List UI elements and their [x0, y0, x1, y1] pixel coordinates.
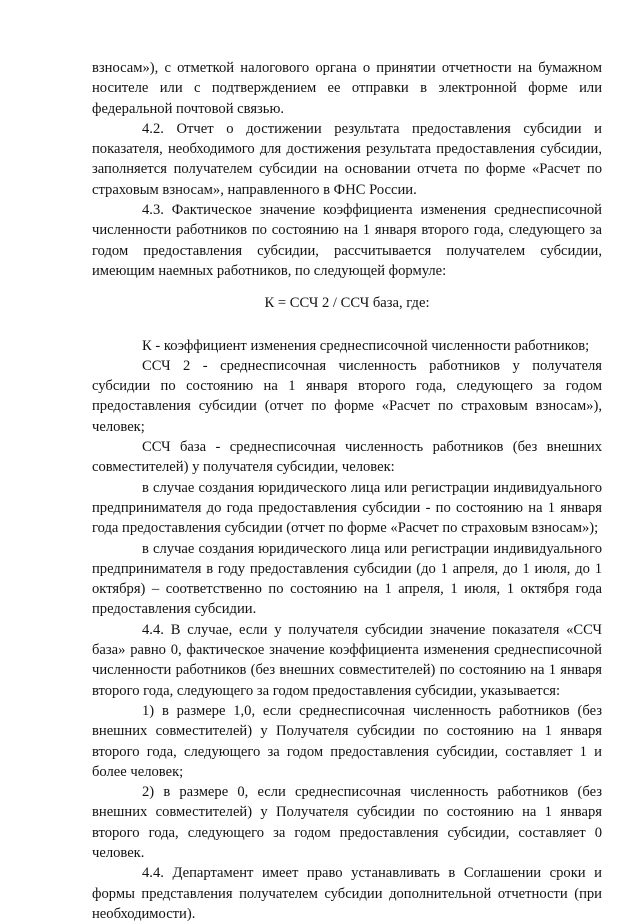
- list-item-1: 1) в размере 1,0, если среднесписочная численность работников (без внешних совместителей) у Получателя субсидии по состоянию на 1 января второго года, следующего за годом предоставления субсидии, составляет 1 и более человек;: [92, 702, 602, 780]
- paragraph-4-4-department: 4.4. Департамент имеет право устанавливать в Соглашении сроки и формы представления получателем субсидии дополнительной отчетности (при необходимости).: [92, 865, 602, 922]
- definition-ssch-base: ССЧ база - среднесписочная численность работников (без внешних совместителей) у получателя субсидии, человек:: [92, 439, 602, 476]
- case-in-year: в случае создания юридического лица или регистрации индивидуального предпринимателя в году предоставления субсидии (до 1 апреля, до 1 июля, до 1 октября) – соответственно по состоянию на 1 апреля, 1 июля, 1 октября года предоставления субсидии.: [92, 540, 602, 618]
- list-item-2: 2) в размере 0, если среднесписочная численность работников (без внешних совместителей) у Получателя субсидии по состоянию на 1 января второго года, следующего за годом предоставления субсидии, составляет 0 человек.: [92, 784, 602, 861]
- definition-ssch-2: ССЧ 2 - среднесписочная численность работников у получателя субсидии по состоянию на 1 января второго года, следующего за годом предоставления субсидии (отчет по форме «Расчет по страховым взносам»), человек;: [92, 357, 602, 435]
- paragraph-4-3: 4.3. Фактическое значение коэффициента изменения среднесписочной численности работников по состоянию на 1 января второго года, следующего за годом предоставления субсидии, рассчитывается получателем субсидии, имеющим наемных работников, по следующей формуле:: [92, 202, 602, 279]
- definition-k: К - коэффициент изменения среднесписочной численности работников;: [142, 337, 590, 354]
- paragraph-continuation: взносам»), с отметкой налогового органа о принятии отчетности на бумажном носителе или с подтверждением ее отправки в электронной форме или федеральной почтовой связью.: [92, 60, 602, 117]
- document-page: [92, 58, 602, 924]
- paragraph-4-2: 4.2. Отчет о достижении результата предоставления субсидии и показателя, необходимого для достижения результата предоставления субсидии, заполняется получателем субсидии на основании отчета по форме «Расчет по страховым взносам», направленного в ФНС России.: [92, 120, 602, 198]
- formula: К = ССЧ 2 / ССЧ база, где:: [264, 295, 430, 312]
- paragraph-4-4-zero-base: 4.4. В случае, если у получателя субсидии значение показателя «ССЧ база» равно 0, фактическое значение коэффициента изменения среднесписочной численности работников (без внешних совместителей) по состоянию на 1 января второго года, следующего за годом предоставления субсидии, указывается:: [92, 621, 602, 699]
- case-before-year: в случае создания юридического лица или регистрации индивидуального предпринимателя до года предоставления субсидии - по состоянию на 1 января года предоставления субсидии (отчет по форме «Расчет по страховым взносам»);: [92, 479, 602, 537]
